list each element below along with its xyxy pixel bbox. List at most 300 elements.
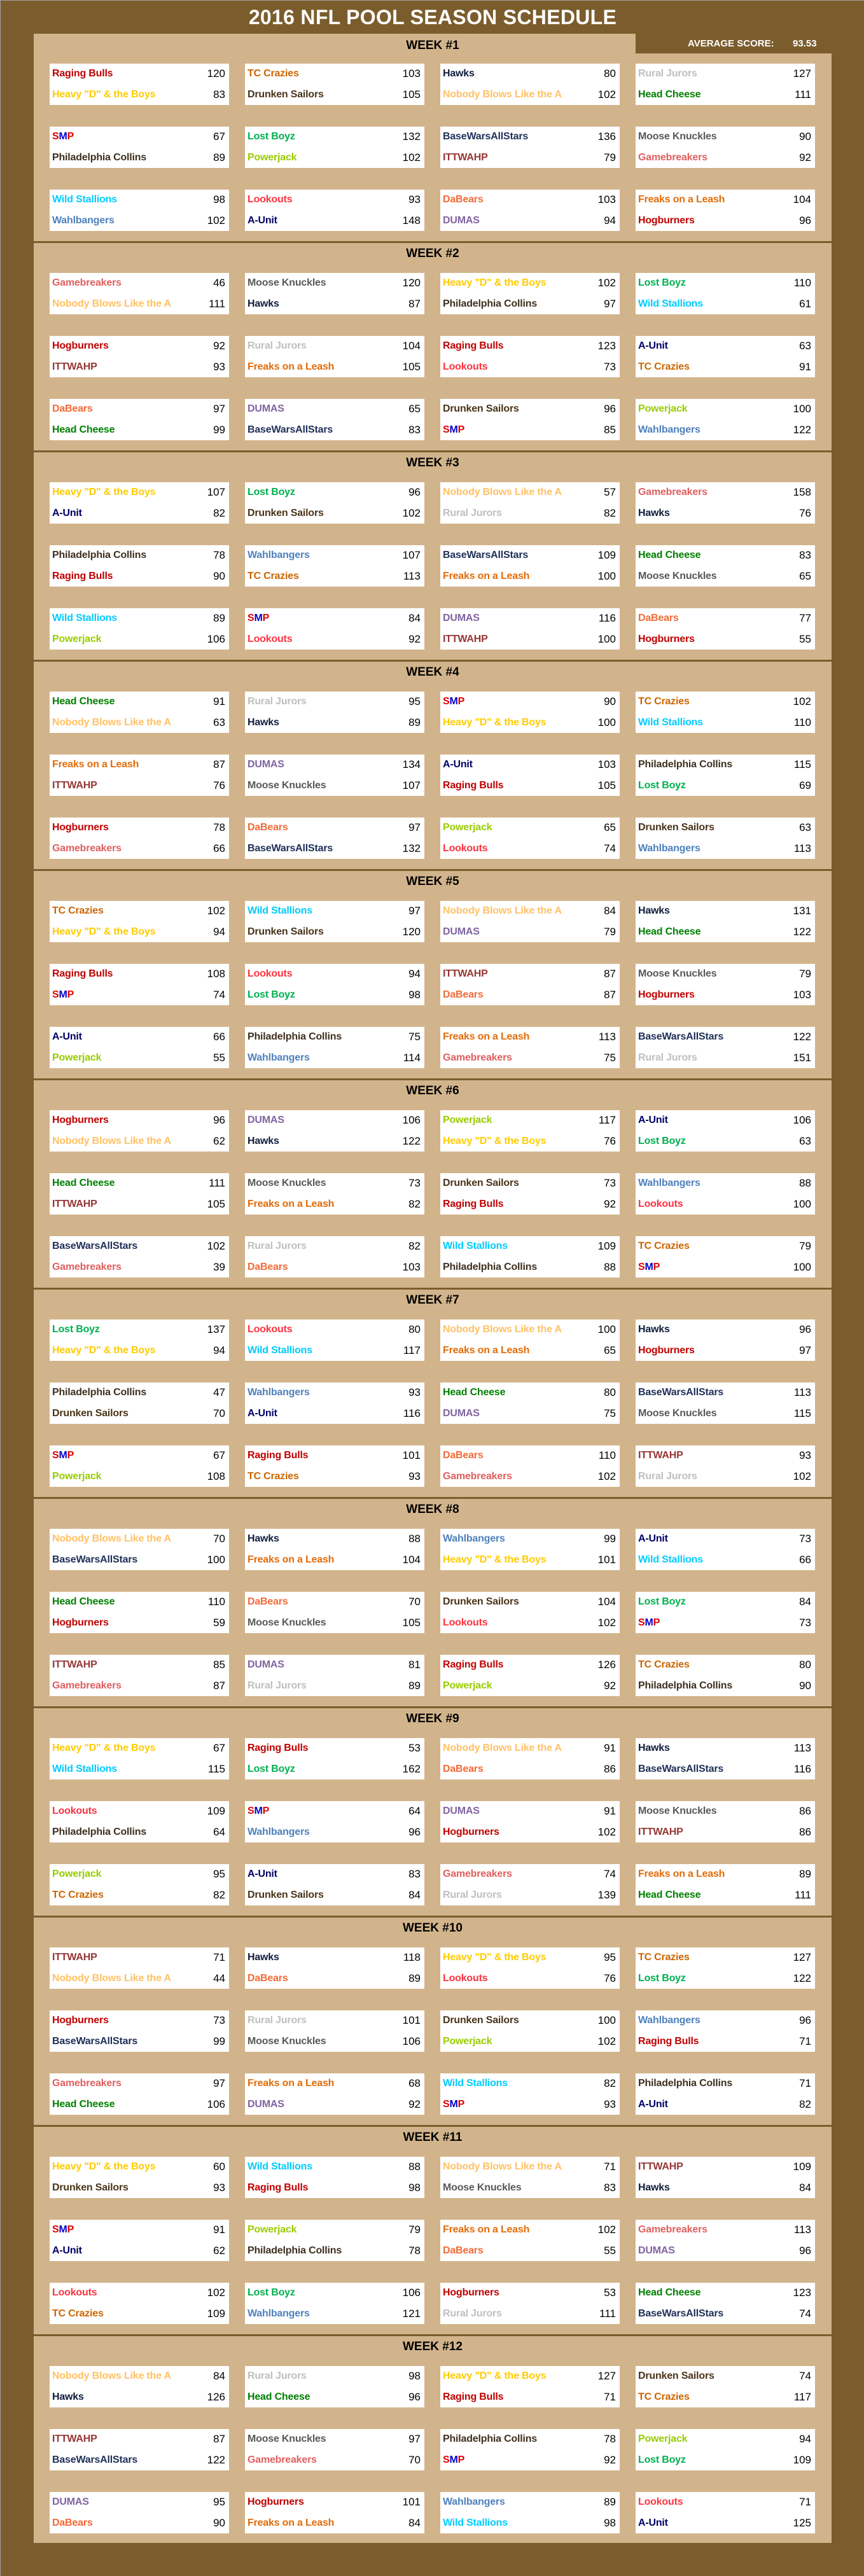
away-team-row bbox=[636, 148, 815, 168]
matchup-card bbox=[245, 1236, 424, 1278]
matchup-card bbox=[440, 545, 620, 587]
team-score: 76 bbox=[590, 1968, 616, 1989]
team-name-letter: M bbox=[645, 1262, 653, 1272]
team-name: Moose Knuckles bbox=[638, 968, 717, 979]
team-score: 92 bbox=[395, 2094, 421, 2115]
matchup-card bbox=[50, 1319, 229, 1361]
team-name: Lookouts bbox=[638, 2496, 683, 2507]
home-team-row bbox=[440, 1529, 620, 1549]
matchup-card bbox=[50, 545, 229, 587]
team-name: Wild Stallions bbox=[52, 613, 117, 623]
team-score: 123 bbox=[590, 336, 616, 356]
week-section bbox=[34, 1918, 832, 2127]
away-team-row bbox=[636, 420, 815, 440]
team-score: 71 bbox=[200, 1947, 225, 1968]
home-team-row bbox=[440, 964, 620, 984]
away-team-row bbox=[440, 629, 620, 650]
away-team-row bbox=[245, 357, 424, 377]
away-team-row bbox=[440, 985, 620, 1005]
team-score: 62 bbox=[200, 2241, 225, 2261]
matchup-card bbox=[50, 273, 229, 314]
team-name: DUMAS bbox=[443, 1408, 480, 1419]
away-team-row bbox=[245, 1550, 424, 1570]
team-name: Rural Jurors bbox=[638, 1471, 697, 1482]
team-score: 105 bbox=[395, 1613, 421, 1633]
team-score: 102 bbox=[590, 273, 616, 293]
matchup-card bbox=[440, 2157, 620, 2198]
home-team-row bbox=[440, 64, 620, 84]
home-team-row bbox=[245, 608, 424, 629]
away-team-row bbox=[50, 713, 229, 733]
team-score: 90 bbox=[786, 1676, 811, 1696]
team-score: 111 bbox=[786, 85, 811, 105]
team-score: 94 bbox=[786, 2429, 811, 2449]
team-name: Philadelphia Collins bbox=[638, 2078, 733, 2089]
team-name: BaseWarsAllStars bbox=[247, 843, 333, 854]
away-team-row bbox=[50, 357, 229, 377]
team-name: Hawks bbox=[638, 905, 670, 916]
team-score: 139 bbox=[590, 1885, 616, 1905]
home-team-row bbox=[636, 1110, 815, 1131]
matchup-card bbox=[50, 1655, 229, 1696]
team-name: Hogburners bbox=[638, 215, 695, 226]
team-score: 66 bbox=[200, 839, 225, 859]
away-team-row bbox=[440, 1131, 620, 1152]
team-score: 96 bbox=[786, 1319, 811, 1340]
home-team-row bbox=[440, 2429, 620, 2449]
team-score: 71 bbox=[786, 2073, 811, 2094]
team-name: Gamebreakers bbox=[247, 2454, 317, 2465]
team-name: Wild Stallions bbox=[247, 905, 312, 916]
matchup-card bbox=[636, 482, 815, 524]
matchup-card bbox=[636, 1236, 815, 1278]
team-score: 84 bbox=[200, 2366, 225, 2386]
team-score: 71 bbox=[590, 2387, 616, 2407]
team-name bbox=[443, 2450, 593, 2470]
team-score: 76 bbox=[200, 776, 225, 796]
away-team-row bbox=[440, 211, 620, 231]
team-score: 122 bbox=[786, 1968, 811, 1989]
team-name bbox=[443, 692, 593, 712]
team-name: DaBears bbox=[247, 1262, 288, 1272]
team-name bbox=[443, 420, 593, 440]
team-name: Hawks bbox=[638, 2182, 670, 2193]
team-name: ITTWAHP bbox=[443, 968, 488, 979]
matchup-card bbox=[636, 190, 815, 231]
team-score: 107 bbox=[395, 776, 421, 796]
team-name: Moose Knuckles bbox=[247, 2036, 326, 2047]
team-name: DaBears bbox=[247, 1596, 288, 1607]
team-score: 92 bbox=[590, 1194, 616, 1215]
team-name: Nobody Blows Like the A bbox=[52, 298, 171, 309]
team-score: 88 bbox=[395, 1529, 421, 1549]
away-team-row bbox=[636, 2450, 815, 2470]
home-team-row bbox=[50, 2283, 229, 2303]
team-score: 97 bbox=[200, 399, 225, 419]
matchup-card bbox=[440, 1173, 620, 1215]
team-name: Lost Boyz bbox=[247, 1764, 295, 1774]
team-name: Raging Bulls bbox=[247, 1450, 309, 1461]
home-team-row bbox=[245, 2283, 424, 2303]
team-name: Moose Knuckles bbox=[638, 571, 717, 581]
matchup-card bbox=[440, 64, 620, 105]
team-name: Moose Knuckles bbox=[638, 131, 717, 142]
team-name: DUMAS bbox=[247, 2099, 284, 2110]
team-score: 65 bbox=[786, 566, 811, 587]
team-name: DaBears bbox=[443, 2245, 484, 2256]
team-name: ITTWAHP bbox=[52, 1952, 97, 1963]
team-name-letter: M bbox=[449, 2454, 458, 2465]
matchup-card bbox=[50, 64, 229, 105]
matchup-card bbox=[50, 755, 229, 796]
team-score: 69 bbox=[786, 776, 811, 796]
home-team-row bbox=[245, 273, 424, 293]
away-team-row bbox=[440, 1885, 620, 1905]
away-team-row bbox=[245, 148, 424, 168]
team-name: Lookouts bbox=[443, 1617, 488, 1628]
home-team-row bbox=[50, 692, 229, 712]
home-team-row bbox=[440, 127, 620, 147]
week-section bbox=[34, 2127, 832, 2336]
away-team-row bbox=[50, 294, 229, 314]
away-team-row bbox=[245, 1257, 424, 1278]
away-team-row bbox=[440, 85, 620, 105]
team-name: Lookouts bbox=[247, 194, 293, 205]
team-score: 89 bbox=[200, 608, 225, 629]
home-team-row bbox=[636, 1173, 815, 1194]
team-name: TC Crazies bbox=[52, 905, 104, 916]
team-name: Hawks bbox=[638, 508, 670, 519]
team-name-letter: M bbox=[59, 131, 67, 142]
matchup-card bbox=[50, 2010, 229, 2052]
team-name: Heavy "D" & the Boys bbox=[443, 1554, 547, 1565]
team-name: Wild Stallions bbox=[443, 2517, 508, 2528]
week-section bbox=[34, 1290, 832, 1499]
team-score: 158 bbox=[786, 482, 811, 503]
week-title: WEEK #7 bbox=[406, 1293, 459, 1307]
team-name: Drunken Sailors bbox=[52, 1408, 129, 1419]
team-name: DaBears bbox=[247, 1973, 288, 1984]
team-name: Head Cheese bbox=[52, 696, 115, 707]
away-team-row bbox=[245, 2241, 424, 2261]
team-score: 106 bbox=[395, 1110, 421, 1131]
team-score: 63 bbox=[786, 1131, 811, 1152]
home-team-row bbox=[636, 608, 815, 629]
away-team-row bbox=[636, 1466, 815, 1487]
team-name bbox=[638, 1613, 788, 1633]
team-name: Lost Boyz bbox=[247, 131, 295, 142]
away-team-row bbox=[245, 629, 424, 650]
team-name: DaBears bbox=[52, 2517, 93, 2528]
team-score: 65 bbox=[395, 399, 421, 419]
team-score: 60 bbox=[200, 2157, 225, 2177]
team-name: Freaks on a Leash bbox=[52, 759, 139, 770]
team-name: Freaks on a Leash bbox=[247, 2078, 335, 2089]
team-score: 148 bbox=[395, 211, 421, 231]
team-score: 115 bbox=[786, 755, 811, 775]
home-team-row bbox=[50, 1236, 229, 1257]
home-team-row bbox=[440, 1738, 620, 1758]
home-team-row bbox=[440, 2492, 620, 2512]
team-name: Gamebreakers bbox=[443, 1869, 512, 1879]
matchup-card bbox=[636, 964, 815, 1005]
away-team-row bbox=[440, 148, 620, 168]
matchup-card bbox=[245, 1445, 424, 1487]
team-score: 73 bbox=[590, 357, 616, 377]
team-score: 113 bbox=[786, 1382, 811, 1403]
team-name: Moose Knuckles bbox=[247, 780, 326, 791]
home-team-row bbox=[440, 2283, 620, 2303]
away-team-row bbox=[245, 2094, 424, 2115]
team-name: Gamebreakers bbox=[638, 487, 707, 498]
team-score: 82 bbox=[590, 2073, 616, 2094]
home-team-row bbox=[636, 2157, 815, 2177]
home-team-row bbox=[50, 545, 229, 566]
team-score: 53 bbox=[395, 1738, 421, 1758]
team-name-letter: S bbox=[443, 424, 450, 435]
team-score: 91 bbox=[590, 1738, 616, 1758]
team-score: 106 bbox=[395, 2283, 421, 2303]
away-team-row bbox=[440, 2387, 620, 2407]
team-score: 114 bbox=[395, 1048, 421, 1068]
team-score: 92 bbox=[395, 629, 421, 650]
home-team-row bbox=[50, 482, 229, 503]
home-team-row bbox=[440, 2010, 620, 2031]
home-team-row bbox=[50, 1382, 229, 1403]
home-team-row bbox=[245, 1445, 424, 1466]
team-score: 79 bbox=[786, 1236, 811, 1257]
away-team-row bbox=[50, 2450, 229, 2470]
team-score: 74 bbox=[786, 2304, 811, 2324]
team-name: Wahlbangers bbox=[52, 215, 115, 226]
team-score: 96 bbox=[395, 2387, 421, 2407]
team-score: 122 bbox=[786, 420, 811, 440]
away-team-row bbox=[245, 2387, 424, 2407]
team-name: ITTWAHP bbox=[52, 361, 97, 372]
matchup-card bbox=[636, 399, 815, 440]
away-team-row bbox=[636, 1550, 815, 1570]
team-name: Moose Knuckles bbox=[247, 2433, 326, 2444]
away-team-row bbox=[50, 1340, 229, 1361]
team-score: 100 bbox=[590, 1319, 616, 1340]
team-name: Nobody Blows Like the A bbox=[52, 1136, 171, 1146]
team-name: Hawks bbox=[443, 68, 475, 79]
away-team-row bbox=[50, 839, 229, 859]
team-score: 125 bbox=[786, 2513, 811, 2533]
team-name: Gamebreakers bbox=[52, 843, 122, 854]
home-team-row bbox=[50, 336, 229, 356]
team-score: 73 bbox=[786, 1529, 811, 1549]
matchup-card bbox=[636, 818, 815, 859]
team-score: 82 bbox=[786, 2094, 811, 2115]
team-name-letter: S bbox=[247, 1806, 254, 1816]
team-score: 77 bbox=[786, 608, 811, 629]
team-score: 113 bbox=[786, 1738, 811, 1758]
team-score: 111 bbox=[786, 1885, 811, 1905]
team-score: 102 bbox=[395, 503, 421, 524]
away-team-row bbox=[440, 1340, 620, 1361]
team-score: 132 bbox=[395, 127, 421, 147]
team-name: Hogburners bbox=[443, 2287, 499, 2298]
team-score: 44 bbox=[200, 1968, 225, 1989]
team-score: 113 bbox=[395, 566, 421, 587]
away-team-row bbox=[440, 1676, 620, 1696]
team-name-letter: P bbox=[67, 131, 74, 142]
matchup-card bbox=[440, 1801, 620, 1842]
team-score: 102 bbox=[590, 1613, 616, 1633]
matchup-card bbox=[636, 1173, 815, 1215]
away-team-row bbox=[245, 1131, 424, 1152]
matchup-card bbox=[440, 482, 620, 524]
team-score: 134 bbox=[395, 755, 421, 775]
home-team-row bbox=[245, 1738, 424, 1758]
team-name: Freaks on a Leash bbox=[443, 571, 530, 581]
team-name: BaseWarsAllStars bbox=[443, 550, 529, 560]
away-team-row bbox=[50, 1822, 229, 1842]
team-name: Philadelphia Collins bbox=[52, 1387, 147, 1398]
team-score: 105 bbox=[200, 1194, 225, 1215]
team-score: 97 bbox=[200, 2073, 225, 2094]
away-team-row bbox=[245, 1613, 424, 1633]
team-name: ITTWAHP bbox=[638, 2161, 683, 2172]
week-title: WEEK #11 bbox=[403, 2131, 463, 2144]
home-team-row bbox=[440, 545, 620, 566]
team-score: 79 bbox=[786, 964, 811, 984]
team-name: Wild Stallions bbox=[247, 2161, 312, 2172]
week-section bbox=[34, 662, 832, 871]
week-title: WEEK #4 bbox=[406, 665, 459, 679]
home-team-row bbox=[440, 901, 620, 921]
home-team-row bbox=[50, 2492, 229, 2512]
matchup-card bbox=[50, 1864, 229, 1905]
matchup-card bbox=[440, 1110, 620, 1152]
team-score: 91 bbox=[200, 2220, 225, 2240]
team-score: 80 bbox=[395, 1319, 421, 1340]
away-team-row bbox=[245, 1403, 424, 1424]
team-name: Freaks on a Leash bbox=[638, 194, 725, 205]
team-name: Philadelphia Collins bbox=[247, 1031, 342, 1042]
matchup-card bbox=[440, 1738, 620, 1779]
team-score: 78 bbox=[200, 818, 225, 838]
team-score: 94 bbox=[395, 964, 421, 984]
team-score: 113 bbox=[786, 2220, 811, 2240]
team-name: Lost Boyz bbox=[638, 780, 686, 791]
team-name: Lookouts bbox=[443, 1973, 488, 1984]
team-name-letter: M bbox=[449, 696, 458, 707]
team-score: 107 bbox=[395, 545, 421, 566]
team-score: 80 bbox=[786, 1655, 811, 1675]
matchup-card bbox=[50, 1947, 229, 1989]
matchup-card bbox=[50, 2073, 229, 2115]
team-name: Raging Bulls bbox=[52, 968, 113, 979]
team-name: A-Unit bbox=[443, 759, 473, 770]
matchup-card bbox=[50, 1592, 229, 1633]
team-score: 136 bbox=[590, 127, 616, 147]
team-score: 101 bbox=[395, 2492, 421, 2512]
away-team-row bbox=[440, 2304, 620, 2324]
home-team-row bbox=[636, 2220, 815, 2240]
team-name: Head Cheese bbox=[443, 1387, 506, 1398]
team-name: Heavy "D" & the Boys bbox=[52, 1743, 156, 1753]
team-score: 89 bbox=[395, 1676, 421, 1696]
matchup-card bbox=[245, 399, 424, 440]
matchup-card bbox=[50, 1382, 229, 1424]
team-score: 89 bbox=[590, 2492, 616, 2512]
team-name: DUMAS bbox=[638, 2245, 675, 2256]
home-team-row bbox=[50, 608, 229, 629]
matchup-card bbox=[50, 1110, 229, 1152]
home-team-row bbox=[636, 755, 815, 775]
team-score: 94 bbox=[590, 211, 616, 231]
away-team-row bbox=[636, 1131, 815, 1152]
away-team-row bbox=[245, 1048, 424, 1068]
team-score: 92 bbox=[786, 148, 811, 168]
team-score: 97 bbox=[590, 294, 616, 314]
home-team-row bbox=[440, 1319, 620, 1340]
away-team-row bbox=[50, 2387, 229, 2407]
away-team-row bbox=[440, 839, 620, 859]
matchup-card bbox=[440, 1445, 620, 1487]
matchup-card bbox=[245, 692, 424, 733]
team-score: 62 bbox=[200, 1131, 225, 1152]
home-team-row bbox=[636, 1592, 815, 1612]
team-score: 90 bbox=[590, 692, 616, 712]
team-score: 87 bbox=[590, 964, 616, 984]
team-name: Philadelphia Collins bbox=[443, 1262, 538, 1272]
team-name: Head Cheese bbox=[638, 89, 701, 100]
away-team-row bbox=[245, 1194, 424, 1215]
team-name: Philadelphia Collins bbox=[443, 2433, 538, 2444]
team-score: 105 bbox=[590, 776, 616, 796]
team-name: TC Crazies bbox=[247, 571, 299, 581]
home-team-row bbox=[636, 336, 815, 356]
team-name: Heavy "D" & the Boys bbox=[443, 1952, 547, 1963]
team-score: 110 bbox=[786, 713, 811, 733]
team-name: Powerjack bbox=[52, 1869, 102, 1879]
home-team-row bbox=[50, 964, 229, 984]
home-team-row bbox=[50, 1319, 229, 1340]
matchup-card bbox=[50, 1738, 229, 1779]
team-name: TC Crazies bbox=[638, 696, 690, 707]
team-name: Freaks on a Leash bbox=[443, 1031, 530, 1042]
week-title: WEEK #1 bbox=[406, 39, 459, 52]
matchup-card bbox=[440, 1529, 620, 1570]
team-score: 88 bbox=[395, 2157, 421, 2177]
matchup-card bbox=[245, 1947, 424, 1989]
team-name: Hogburners bbox=[638, 634, 695, 644]
team-score: 92 bbox=[590, 2450, 616, 2470]
home-team-row bbox=[245, 1801, 424, 1821]
away-team-row bbox=[50, 2031, 229, 2052]
team-name: DaBears bbox=[443, 1450, 484, 1461]
away-team-row bbox=[245, 776, 424, 796]
home-team-row bbox=[50, 1529, 229, 1549]
team-score: 88 bbox=[590, 1257, 616, 1278]
away-team-row bbox=[636, 503, 815, 524]
team-name: Wahlbangers bbox=[247, 1387, 310, 1398]
team-name: Nobody Blows Like the A bbox=[443, 1324, 562, 1335]
team-score: 93 bbox=[590, 2094, 616, 2115]
team-score: 47 bbox=[200, 1382, 225, 1403]
team-name-letter: M bbox=[449, 2099, 458, 2110]
matchup-card bbox=[636, 64, 815, 105]
team-name-letter: S bbox=[443, 2454, 450, 2465]
team-score: 106 bbox=[786, 1110, 811, 1131]
team-name: Freaks on a Leash bbox=[638, 1869, 725, 1879]
matchup-card bbox=[636, 2429, 815, 2470]
team-name: Powerjack bbox=[247, 152, 297, 163]
team-score: 96 bbox=[786, 2241, 811, 2261]
